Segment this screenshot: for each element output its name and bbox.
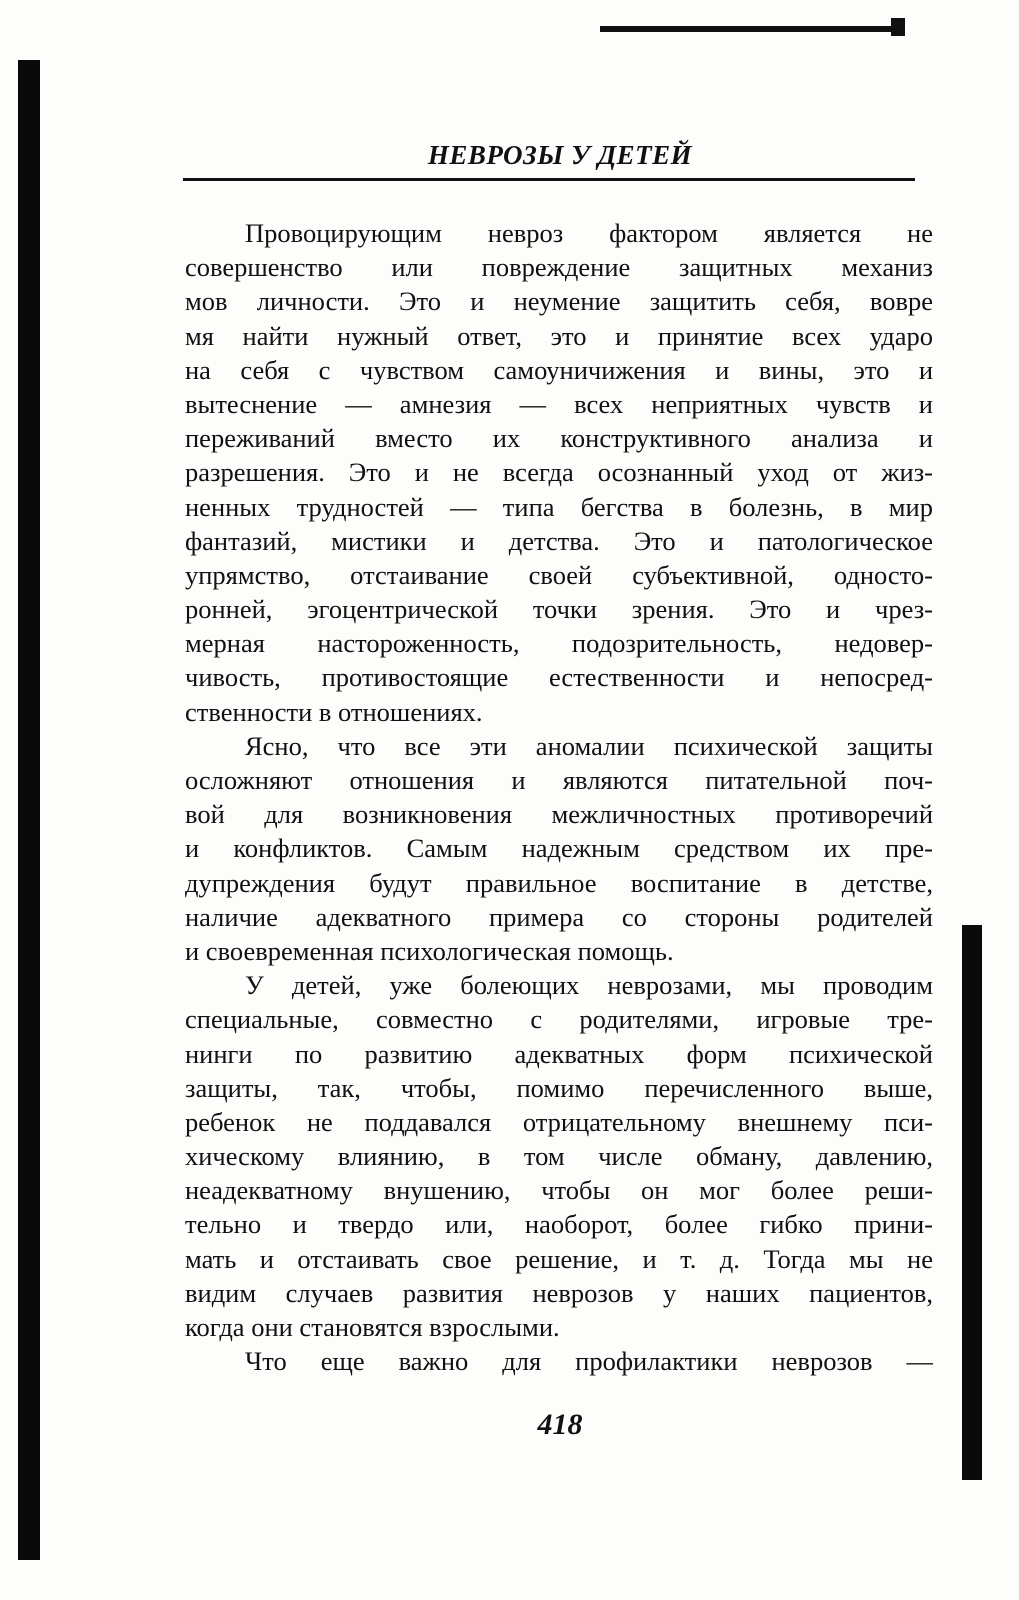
text-line: У детей, уже болеющих неврозами, мы проводим (245, 970, 933, 1001)
text-line: когда они становятся взрослыми. (185, 1312, 560, 1342)
text-line: мя найти нужный ответ, это и принятие всех ударо (185, 320, 933, 351)
page-number: 418 (537, 1408, 583, 1441)
text-line: Провоцирующим невроз фактором является не (245, 218, 933, 248)
text-line: дупреждения будут правильное воспитание в детстве, (185, 867, 933, 898)
text-line: ненных трудностей — типа бегства в болезнь, в мир (185, 491, 933, 522)
text-line: вой для возникновения межличностных противоречий (185, 799, 933, 830)
scan-edge-top (600, 18, 905, 36)
header-rule (183, 178, 915, 181)
text-line: чивость, противостоящие естественности и непосред- (185, 662, 933, 693)
text-line: переживаний вместо их конструктивного анализа и (185, 423, 933, 454)
text-line: осложняют отношения и являются питательной поч- (185, 765, 933, 795)
body-text (185, 216, 933, 1378)
text-line: мать и отстаивать свое решение, и т. д. Тогда мы не (185, 1243, 933, 1274)
text-line: неадекватному внушению, чтобы он мог более реши- (185, 1175, 933, 1206)
text-line: Что еще важно для профилактики неврозов — (245, 1346, 933, 1377)
text-line: наличие адекватного примера со стороны родителей (185, 901, 933, 932)
text-line: Ясно, что все эти аномалии психической защиты (245, 730, 933, 761)
text-line: нинги по развитию адекватных форм психической (185, 1038, 933, 1069)
text-line: и конфликтов. Самым надежным средством их пре- (185, 833, 933, 864)
text-line: фантазий, мистики и детства. Это и патологическое (185, 525, 933, 556)
text-line: ронней, эгоцентрической точки зрения. Это и чрез- (185, 594, 933, 625)
text-line: упрямство, отстаивание своей субъективной, односто- (185, 559, 933, 590)
text-line: и своевременная психологическая помощь. (185, 935, 674, 966)
running-head: НЕВРОЗЫ У ДЕТЕЙ (427, 140, 693, 170)
text-line: хическому влиянию, в том числе обману, давлению, (185, 1141, 933, 1172)
text-line: видим случаев развития неврозов у наших пациентов, (185, 1277, 933, 1308)
text-line: разрешения. Это и не всегда осознанный уход от жиз- (185, 457, 933, 488)
text-line: на себя с чувством самоуничижения и вины, это и (185, 354, 933, 385)
text-line: тельно и твердо или, наоборот, более гибко прини- (185, 1209, 933, 1240)
scan-edge-right (962, 925, 982, 1480)
text-line: специальные, совместно с родителями, игровые тре- (185, 1004, 933, 1035)
text-line: защиты, так, чтобы, помимо перечисленного выше, (185, 1072, 933, 1103)
text-line: совершенство или повреждение защитных механиз (185, 252, 933, 283)
text-line: вытеснение — амнезия — всех неприятных чувств и (185, 388, 933, 419)
text-line: мов личности. Это и неумение защитить себя, вовре (185, 286, 933, 317)
text-line: мерная настороженность, подозрительность, недовер- (185, 628, 933, 659)
text-line: ребенок не поддавался отрицательному внешнему пси- (185, 1106, 933, 1137)
text-line: ственности в отношениях. (185, 696, 483, 727)
scan-edge-left (18, 60, 40, 1560)
